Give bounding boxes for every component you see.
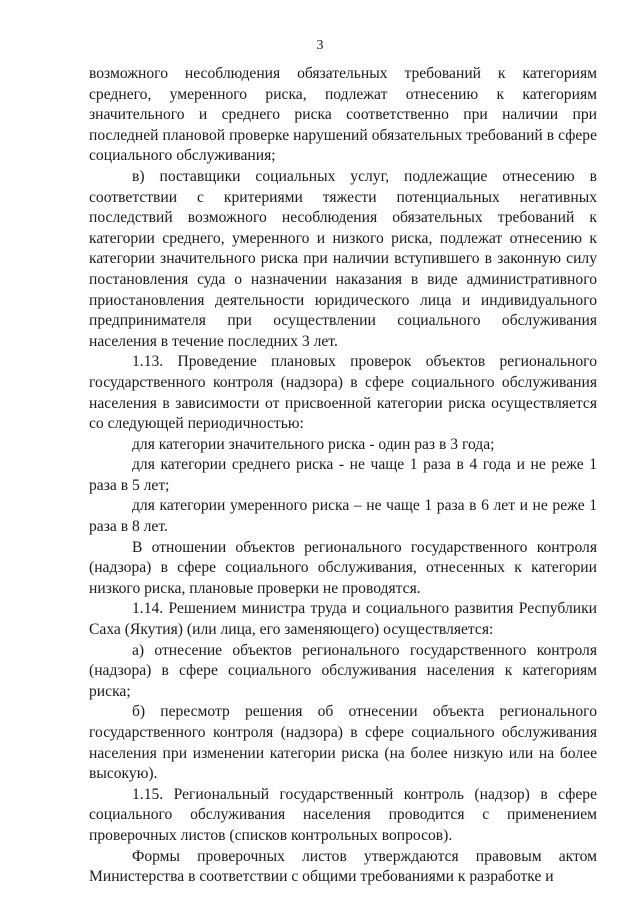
paragraph-significant-risk: для категории значительного риска - один раз в 3 года; <box>132 435 495 453</box>
paragraph-medium-risk: для категории среднего риска - не чаще 1 раза в 4 года и не реже 1 раза в 5 лет; <box>89 456 597 494</box>
document-body <box>89 64 597 888</box>
paragraph-item-a: а) отнесение объектов регионального государственного контроля (надзора) в сфере социального обслуживания населения к категориям риска; <box>89 641 597 700</box>
paragraph-1-14: 1.14. Решением министра труда и социального развития Республики Саха (Якутия) (или лица, его заменяющего) осуществляется: <box>89 600 597 639</box>
paragraph-moderate-risk: для категории умеренного риска – не чаще 1 раза в 6 лет и не реже 1 раза в 8 лет. <box>89 497 597 536</box>
page-number: 3 <box>316 38 324 53</box>
paragraph-checklist-forms: Формы проверочных листов утверждаются правовым актом Министерства в соответствии с общими требованиями к разработке и <box>89 847 597 886</box>
paragraph-item-v: в) поставщики социальных услуг, подлежащие отнесению в соответствии с критериями тяжести потенциальных негативных последствий возможного несоблюдения обязательных требований к категории среднего, умеренного и низкого риска, подлежат отнесению к категории значительного риска при наличии вступившего в законную силу постановления суда о назначении наказания в виде административного приостановления деятельности юридического лица и индивидуального предпринимателя при осуществлении социального обслуживания населения в течение последних 3 лет. <box>89 167 597 350</box>
paragraph-1-13: 1.13. Проведение плановых проверок объектов регионального государственного контроля (надзора) в сфере социального обслуживания населения в зависимости от присвоенной категории риска осуществляется со следующей периодичностью: <box>89 353 597 433</box>
paragraph-item-b: б) пересмотр решения об отнесении объекта регионального государственного контроля (надзора) в сфере социального обслуживания населения при изменении категории риска (на более низкую или на более высокую). <box>89 703 597 783</box>
paragraph-low-risk: В отношении объектов регионального государственного контроля (надзора) в сфере социального обслуживания, отнесенных к категории низкого риска, плановые проверки не проводятся. <box>89 538 597 597</box>
paragraph-1-15: 1.15. Региональный государственный контроль (надзор) в сфере социального обслуживания населения проводится с применением проверочных листов (списков контрольных вопросов). <box>89 785 597 844</box>
paragraph-continuation: возможного несоблюдения обязательных требований к категориям среднего, умеренного риска, подлежат отнесению к категориям значительного и среднего риска соответственно при наличии при последней плановой проверке нарушений обязательных требований в сфере социального обслуживания; <box>89 65 597 165</box>
